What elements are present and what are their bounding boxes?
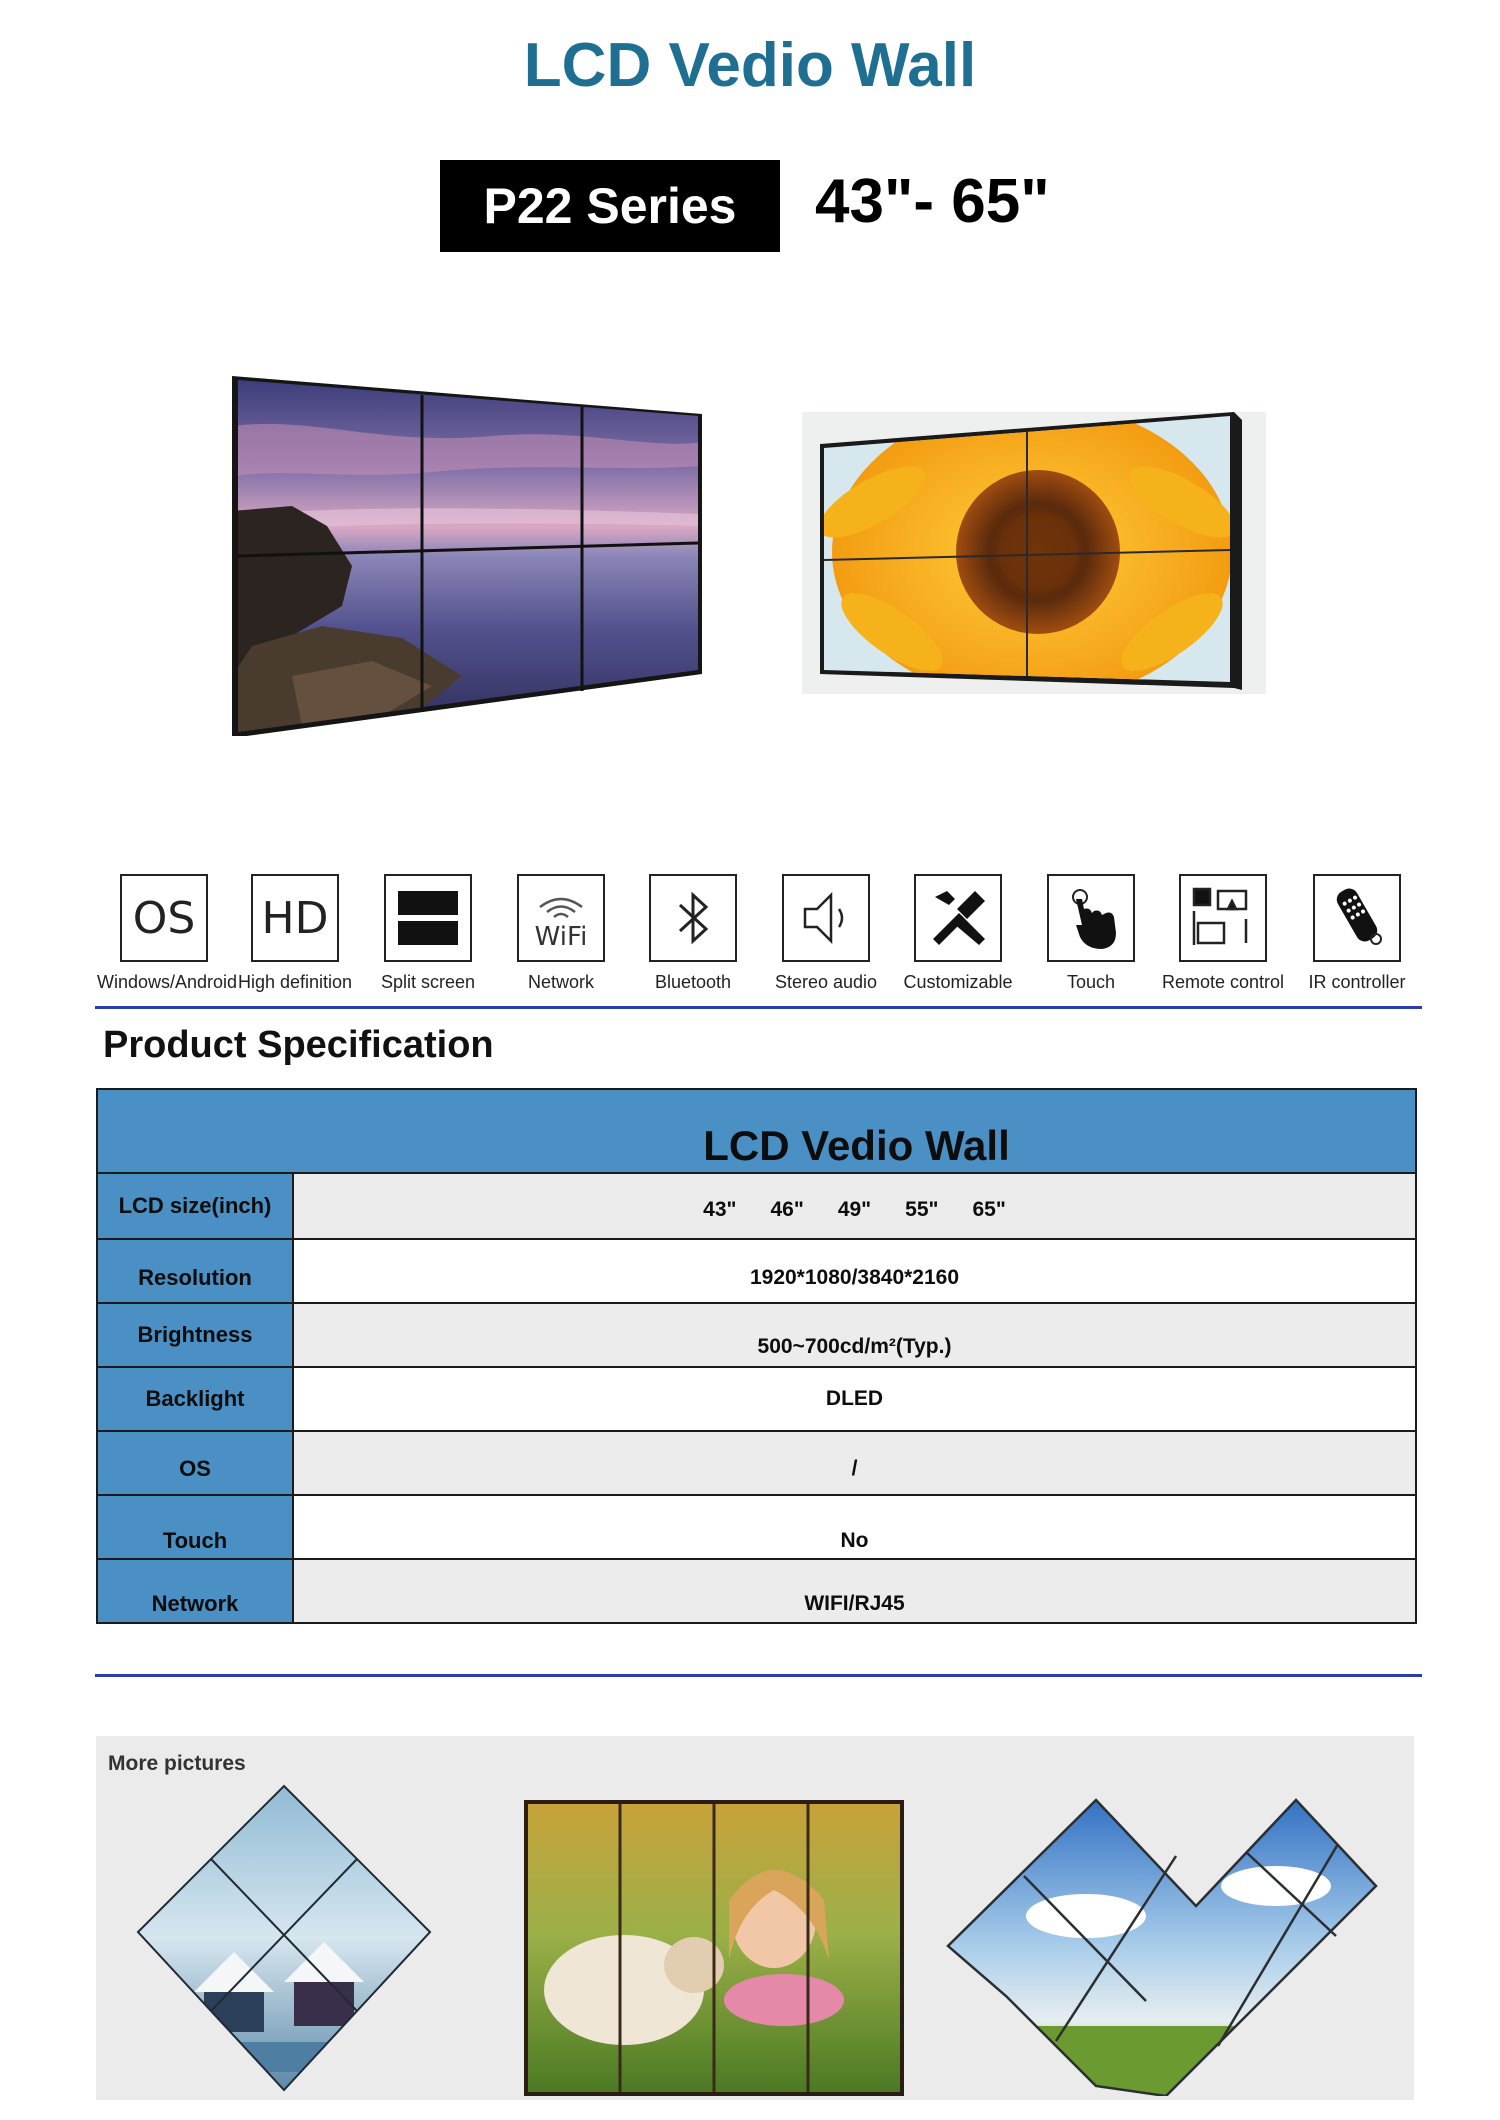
feature-label: Windows/Android [97, 972, 238, 992]
feature-label: Bluetooth [654, 972, 732, 992]
hd-icon [251, 874, 339, 962]
spec-row-brightness [98, 1304, 1415, 1368]
diamond-wall-sky-image [946, 1796, 1378, 2096]
spec-row-value: / [294, 1432, 1415, 1494]
feature-label: Stereo audio [774, 972, 878, 992]
diamond-wall-winter-image [134, 1782, 434, 2094]
feature-bluetooth [626, 874, 760, 993]
spec-row-label: OS [98, 1432, 294, 1494]
feature-remote-control [1156, 874, 1290, 993]
video-wall-seascape-image [232, 376, 702, 736]
spec-row-backlight [98, 1368, 1415, 1432]
spec-heading: Product Specification [103, 1024, 494, 1066]
more-pictures-label: More pictures [108, 1752, 246, 1775]
video-wall-sunflower-image [802, 412, 1266, 694]
spec-row-label: Brightness [98, 1304, 294, 1366]
size-value: 43" [703, 1198, 737, 1221]
divider-rule [95, 1006, 1422, 1009]
svg-text:OS: OS [132, 893, 196, 944]
feature-touch [1024, 874, 1158, 993]
feature-label: Touch [1066, 972, 1116, 992]
divider-rule [95, 1674, 1422, 1677]
remote-layout-icon [1179, 874, 1267, 962]
feature-high-definition [228, 874, 362, 993]
tools-icon [914, 874, 1002, 962]
size-value: 46" [770, 1198, 804, 1221]
feature-label: Network [527, 972, 594, 992]
spec-row-touch [98, 1496, 1415, 1560]
feature-label: Split screen [380, 972, 476, 992]
size-value: 49" [837, 1198, 872, 1221]
page-title: LCD Vedio Wall [523, 31, 977, 100]
size-value: 55" [905, 1198, 939, 1221]
spec-row-value: 1920*1080/3840*2160 [294, 1240, 1415, 1302]
feature-ir-controller [1290, 874, 1424, 993]
spec-row-label: Backlight [98, 1368, 294, 1430]
feature-label: Customizable [903, 972, 1013, 992]
feature-label: IR controller [1308, 972, 1406, 992]
svg-text:WiFi: WiFi [534, 922, 588, 952]
spec-row-label: Network [98, 1560, 294, 1622]
video-wall-girl-dog-image [524, 1800, 904, 2096]
spec-row-value: DLED [294, 1368, 1415, 1430]
size-range: 43"- 65" [815, 167, 1050, 236]
feature-label: High definition [237, 972, 353, 992]
spec-table-title: LCD Vedio Wall [703, 1122, 1010, 1169]
spec-row-label: LCD size(inch) [98, 1174, 294, 1238]
spec-row-lcd-size [98, 1174, 1415, 1240]
feature-windows-android [97, 874, 238, 993]
spec-row-value: No [294, 1496, 1415, 1558]
feature-split-screen [361, 874, 495, 993]
series-badge: P22 Series [440, 160, 780, 252]
os-icon [120, 874, 208, 962]
split-screen-icon [384, 874, 472, 962]
bluetooth-icon [649, 874, 737, 962]
touch-hand-icon [1047, 874, 1135, 962]
feature-network [494, 874, 628, 993]
speaker-icon [782, 874, 870, 962]
spec-row-value: 500~700cd/m²(Typ.) [294, 1304, 1415, 1366]
spec-row-value: WIFI/RJ45 [294, 1560, 1415, 1622]
spec-row-os [98, 1432, 1415, 1496]
size-value: 65" [972, 1198, 1006, 1221]
feature-label: Remote control [1161, 972, 1285, 992]
feature-customizable [891, 874, 1025, 993]
spec-table [96, 1088, 1417, 1624]
spec-row-resolution [98, 1240, 1415, 1304]
spec-table-header [98, 1090, 1415, 1174]
spec-row-network [98, 1560, 1415, 1622]
spec-row-label: Touch [98, 1496, 294, 1558]
spec-row-value [294, 1174, 1415, 1238]
svg-text:HD: HD [261, 893, 329, 944]
spec-row-label: Resolution [98, 1240, 294, 1302]
feature-stereo-audio [759, 874, 893, 993]
wifi-icon [517, 874, 605, 962]
ir-remote-icon [1313, 874, 1401, 962]
